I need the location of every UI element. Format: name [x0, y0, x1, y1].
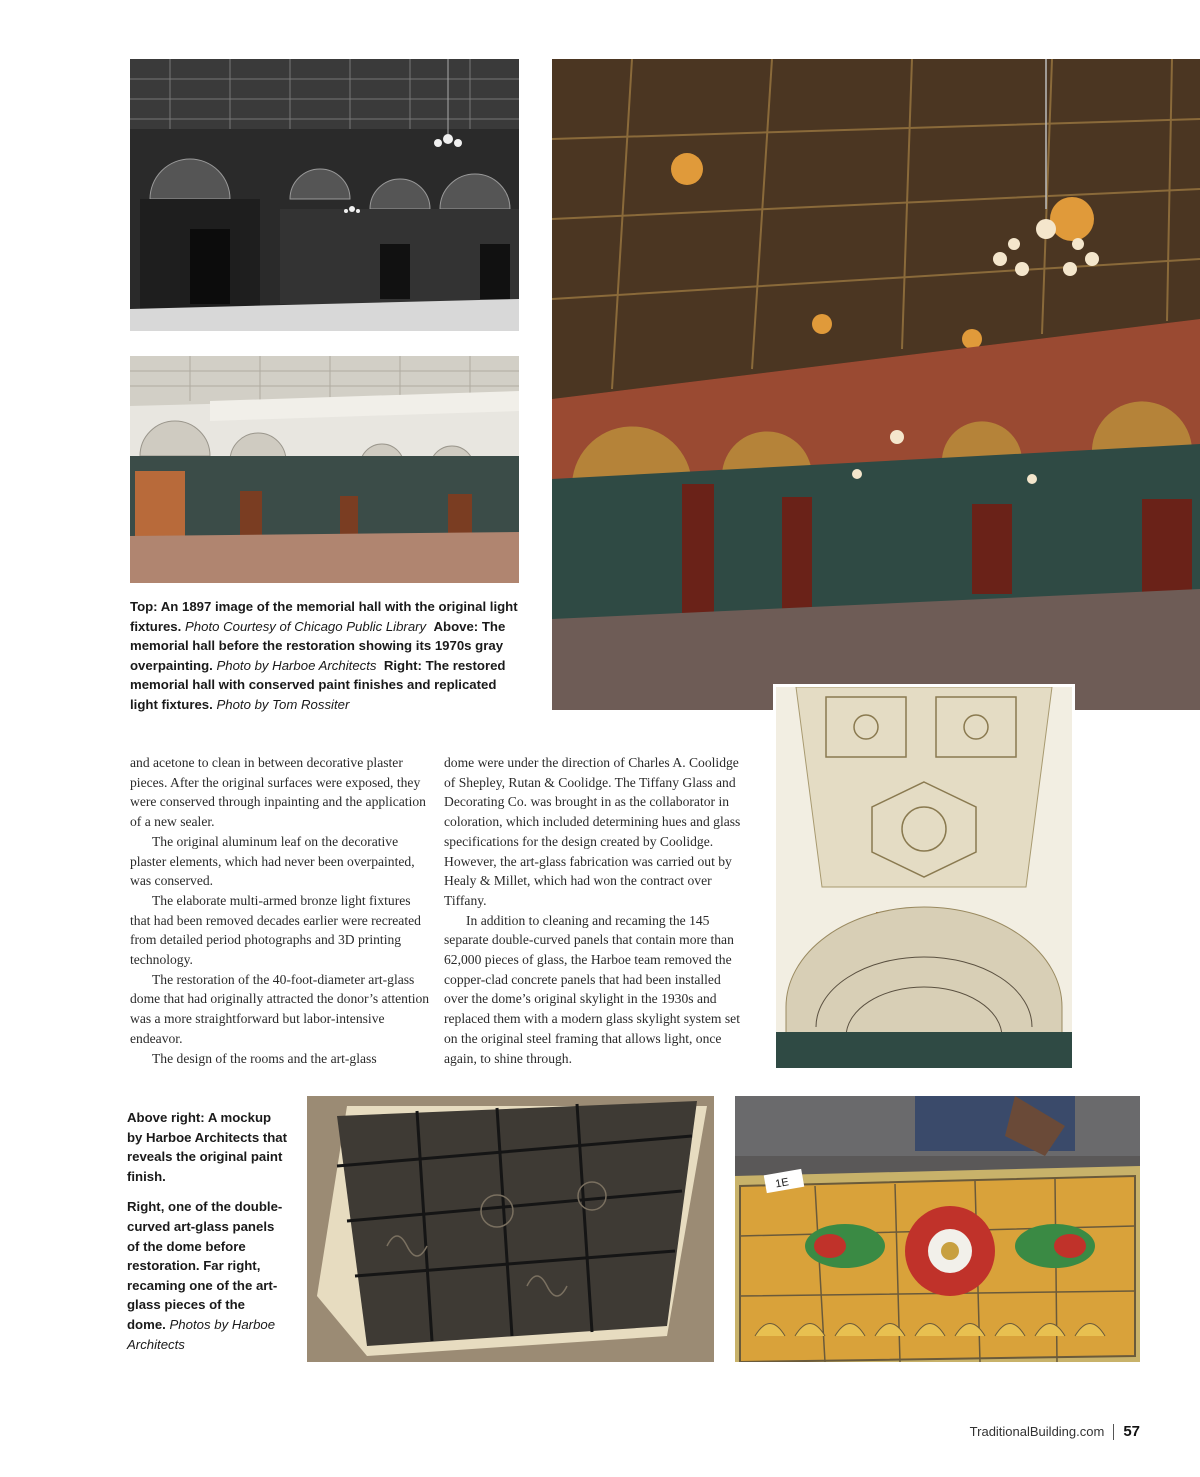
- photo-paint-finish-mockup: [773, 684, 1075, 1071]
- paragraph: In addition to cleaning and recaming the 145 separate double-curved panels that contain more than 62,000 pieces of glass, the Harboe team removed the copper-clad concrete panels that had been installed over the dome’s original skylight in the 1930s and replaced them with a modern glass skylight system set on the original steel framing that allows light, once again, to shine through.: [444, 912, 740, 1066]
- caption-1897-lead: Top: An 1897 image of the memorial hall with the original light fixtures.: [130, 599, 518, 634]
- photo-memorial-hall-restored: [552, 59, 1200, 710]
- caption-panels-text: Right, one of the double-curved art-glass panels of the dome before restoration. Far right, recaming one of the art-glass pieces of the dome.: [127, 1199, 283, 1332]
- paragraph: The original aluminum leaf on the decorative plaster elements, which had never been overpainted, was conserved.: [130, 833, 415, 889]
- paragraph: The design of the rooms and the art-glass: [152, 1050, 377, 1066]
- paragraph: dome were under the direction of Charles A. Coolidge of Shepley, Rutan & Coolidge. The Tiffany Glass and Decorating Co. was brought in as the collaborator in coloration, which included determining hues and glass specifications for the design created by Coolidge. However, the art-glass fabrication was carried out by Healy & Millet, which had won the contract over Tiffany.: [444, 755, 741, 908]
- paragraph: The elaborate multi-armed bronze light fixtures that had been removed decades earlier were recreated from detailed period photographs and 3D printing technology.: [130, 892, 421, 968]
- paragraph: The restoration of the 40-foot-diameter art-glass dome that had originally attracted the donor’s attention was a more straightforward but labor-intensive endeavor.: [130, 971, 430, 1046]
- caption-mockup: Above right: A mockup by Harboe Architects that reveals the original paint finish.: [127, 1110, 287, 1184]
- caption-gray-lead: Above: The memorial hall before the restoration showing its 1970s gray overpainting.: [130, 618, 506, 673]
- article-column-right: [444, 753, 744, 1068]
- page-number: 57: [1123, 1423, 1140, 1440]
- caption-panels: [127, 1197, 287, 1354]
- page-footer: [970, 1423, 1140, 1440]
- caption-1897-credit: Photo Courtesy of Chicago Public Library: [184, 618, 427, 634]
- article-column-left: [130, 753, 430, 1068]
- photo-recaming-art-glass: [735, 1096, 1140, 1362]
- photo-memorial-hall-1897: [130, 59, 519, 331]
- caption-gray-credit: Photo by Harboe Architects: [216, 657, 377, 673]
- caption-top: [130, 597, 525, 715]
- panel-label: 1E: [774, 1176, 790, 1191]
- photo-art-glass-panel-before-restoration: [307, 1096, 714, 1362]
- caption-restored-credit: Photo by Tom Rossiter: [216, 696, 350, 712]
- footer-divider: [1113, 1424, 1114, 1440]
- caption-bottom: [127, 1108, 287, 1365]
- caption-panels-credit: Photos by Harboe Architects: [127, 1316, 276, 1352]
- footer-website: TraditionalBuilding.com: [969, 1424, 1105, 1439]
- caption-restored-lead: Right: The restored memorial hall with conserved paint finishes and replicated light fixtures.: [130, 657, 506, 712]
- paragraph: and acetone to clean in between decorative plaster pieces. After the original surfaces were exposed, they were conserved through inpainting and the application of a new sealer.: [130, 755, 426, 830]
- photo-memorial-hall-gray-overpainting: [130, 356, 519, 583]
